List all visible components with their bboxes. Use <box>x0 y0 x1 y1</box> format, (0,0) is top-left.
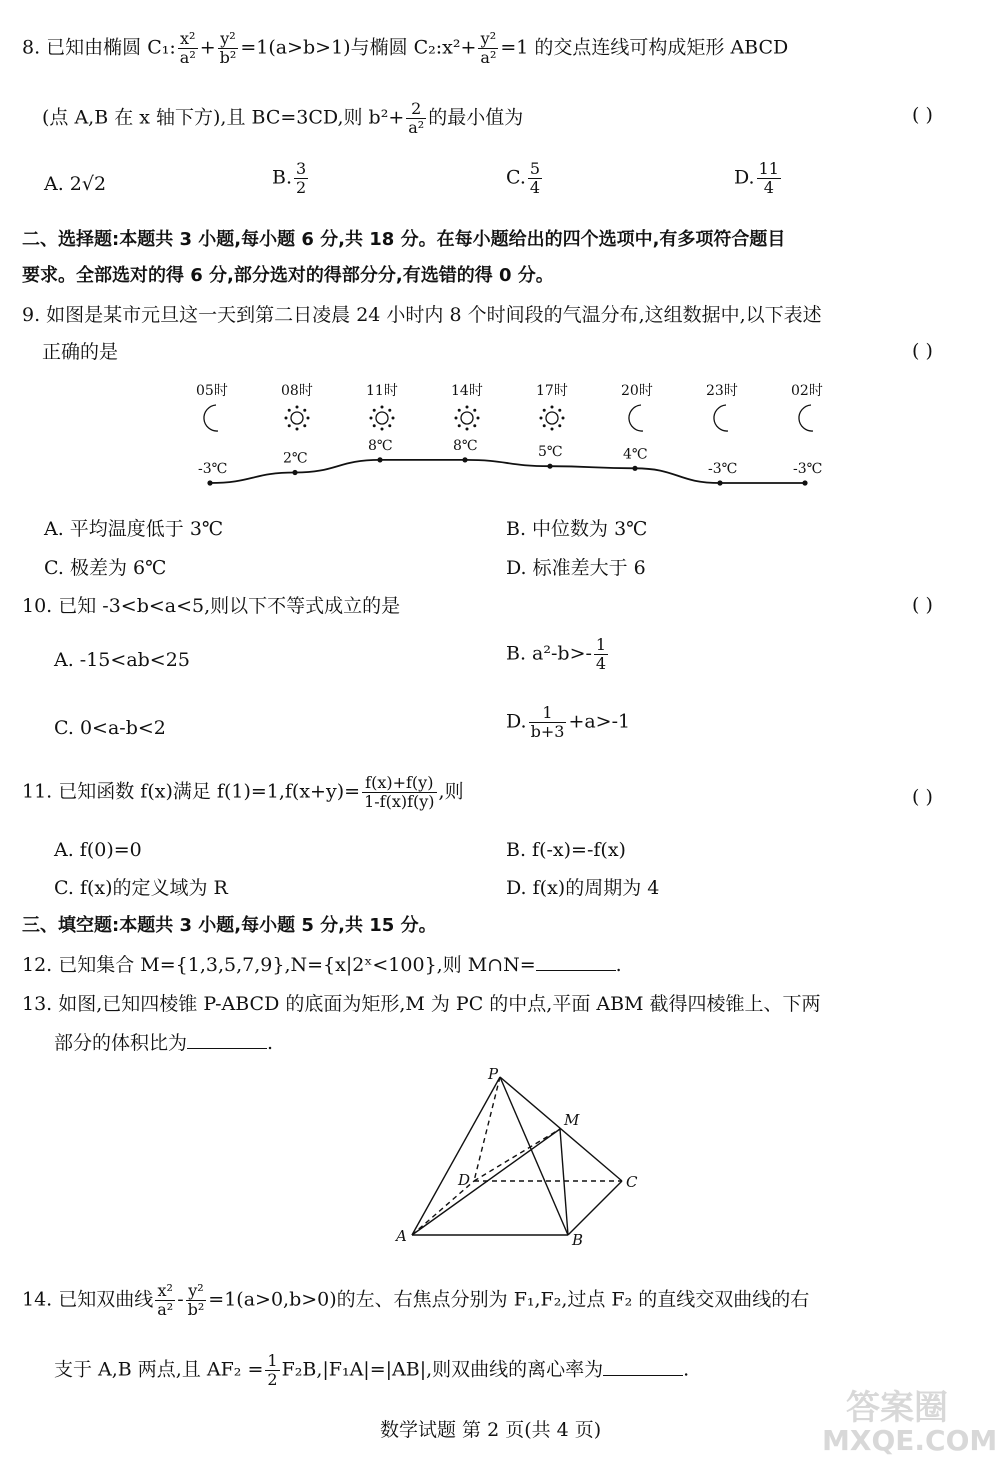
answer-blank[interactable] <box>536 952 616 971</box>
time-tick-label: 11时 <box>366 383 398 399</box>
q10-option-a: A. -15<ab<25 <box>54 649 190 671</box>
data-label: 4℃ <box>623 446 648 463</box>
fraction: $\frac{2}{\text{a²}}$ <box>408 99 425 137</box>
moon-icon <box>204 405 218 431</box>
fraction: $\frac{3}{2}$ <box>296 159 307 197</box>
fraction: $\frac{\text{x²}}{\text{a²}}$ <box>157 1281 174 1319</box>
sun-ray <box>388 424 391 427</box>
time-tick-label: 02时 <box>791 383 823 399</box>
data-label: -3℃ <box>793 461 823 477</box>
edge-pb <box>500 1077 568 1235</box>
page-footer: 数学试题 第 2 页(共 4 页) <box>380 1419 602 1441</box>
data-point <box>632 466 637 471</box>
sun-ray <box>285 417 288 420</box>
q8-option-a: A. 2√2 <box>44 173 107 195</box>
sun-ray <box>540 417 543 420</box>
q11-option-a: A. f(0)=0 <box>54 839 142 861</box>
section2-heading: 二、选择题:本题共 3 小题,每小题 6 分,共 18 分。在每小题给出的四个选项中,有多项符合题目 <box>22 229 786 250</box>
sun-ray <box>477 417 480 420</box>
sun-ray <box>388 409 391 412</box>
sun-ray <box>381 406 384 409</box>
sun-ray <box>473 409 476 412</box>
data-label: 5℃ <box>538 444 563 461</box>
answer-paren: ( ) <box>912 104 933 126</box>
data-label: 8℃ <box>453 437 478 454</box>
sun-ray <box>373 409 376 412</box>
fraction: $\frac{\text{y²}}{\text{b²}}$ <box>187 1281 205 1319</box>
fraction: $\frac{\text{y²}}{\text{b²}}$ <box>219 29 237 67</box>
data-point <box>292 470 297 475</box>
fraction: $\frac{1}{b+3}$ <box>530 703 565 741</box>
sun-ray <box>288 424 291 427</box>
q12-line1: 12. 已知集合 M={1,3,5,7,9},N={x|2ˣ<100},则 M∩N= . <box>22 954 622 976</box>
sun-ray <box>558 409 561 412</box>
sun-ray <box>303 409 306 412</box>
sun-ray <box>458 409 461 412</box>
sun-ray <box>307 417 310 420</box>
sun-ray <box>473 424 476 427</box>
sun-ray <box>296 406 299 409</box>
sun-ray <box>455 417 458 420</box>
data-label: -3℃ <box>708 461 738 477</box>
time-tick-label: 20时 <box>621 383 653 399</box>
time-tick-label: 14时 <box>451 383 483 399</box>
fraction: $\frac{\text{y²}}{\text{a²}}$ <box>480 29 497 67</box>
fraction: $\frac{11}{4}$ <box>758 159 779 197</box>
q8-line2: (点 A,B 在 x 轴下方),且 BC=3CD,则 b²+ $\frac{2}{\text{a²}}$ 的最小值为 <box>42 99 524 137</box>
q11-option-d: D. f(x)的周期为 4 <box>506 877 660 899</box>
temperature-chart <box>170 375 930 505</box>
sun-ray <box>551 428 554 431</box>
sun-ray <box>551 406 554 409</box>
pyramid-diagram <box>390 1065 650 1245</box>
fraction: $\frac{f(x)+f(y)}{1-f(x)f(y)}$ <box>364 773 435 811</box>
section3-heading: 三、填空题:本题共 3 小题,每小题 5 分,共 15 分。 <box>22 915 437 936</box>
q14-line2: 支于 A,B 两点,且 AF₂ = $\frac{1}{2}$ F₂B,|F₁A|=|AB|,则双曲线的离心率为 . <box>54 1351 690 1389</box>
sun-ray <box>392 417 395 420</box>
data-label: 8℃ <box>368 437 393 454</box>
sun-icon <box>291 412 303 424</box>
sun-ray <box>370 417 373 420</box>
sun-ray <box>558 424 561 427</box>
edge-ad <box>412 1181 474 1235</box>
sun-ray <box>373 424 376 427</box>
fraction: $\frac{1}{4}$ <box>595 635 607 673</box>
data-point <box>462 457 467 462</box>
edge-pd <box>474 1077 500 1181</box>
data-point <box>802 480 807 485</box>
q8-option-b: B. $\frac{3}{2}$ <box>272 159 307 197</box>
q13-line2: 部分的体积比为 . <box>54 1032 274 1054</box>
sun-ray <box>303 424 306 427</box>
answer-blank[interactable] <box>187 1030 267 1049</box>
data-label: -3℃ <box>198 461 228 477</box>
q10-line1: 10. 已知 -3<b<a<5,则以下不等式成立的是 <box>22 595 401 617</box>
vertex-label-b: B <box>572 1231 584 1245</box>
q11-option-b: B. f(-x)=-f(x) <box>506 839 626 861</box>
q14-line1: 14. 已知双曲线 $\frac{\text{x²}}{\text{a²}}$ - $\frac{\text{y²}}{\text{b²}}$ =1(a>0,b>0)的左、右焦点分别为 F₁,F₂,过点 F₂ 的直线交双曲线的右 <box>22 1281 810 1319</box>
q9-line1: 9. 如图是某市元旦这一天到第二日凌晨 24 小时内 8 个时间段的气温分布,这组数据中,以下表述 <box>22 304 822 326</box>
time-tick-label: 05时 <box>196 383 228 399</box>
moon-icon <box>629 405 643 431</box>
time-tick-label: 17时 <box>536 383 568 399</box>
moon-icon <box>799 405 813 431</box>
data-point <box>717 480 722 485</box>
data-point <box>547 464 552 469</box>
watermark-url: MXQE.COM <box>822 1424 998 1457</box>
answer-paren: ( ) <box>912 786 933 808</box>
answer-blank[interactable] <box>603 1357 683 1376</box>
fraction: $\frac{5}{4}$ <box>529 159 541 197</box>
time-tick-label: 23时 <box>706 383 738 399</box>
q10-option-b: B. a²-b>- $\frac{1}{4}$ <box>506 635 607 673</box>
watermark-logo: 答案圈 <box>846 1388 948 1428</box>
sun-icon <box>546 412 558 424</box>
sun-ray <box>466 428 469 431</box>
q8-line1: 8. 已知由椭圆 C₁: $\frac{\text{x²}}{\text{a²}}$ + $\frac{\text{y²}}{\text{b²}}$ =1(a>b>1)与椭圆 C₂:x²+ $\frac{\text{y²}}{\text{a²}}$ =1 的交点连线可构成矩形 ABCD <box>22 29 789 67</box>
section2-heading-cont: 要求。全部选对的得 6 分,部分选对的得部分分,有选错的得 0 分。 <box>22 265 554 286</box>
fraction: $\frac{\text{x²}}{\text{a²}}$ <box>179 29 196 67</box>
q8-option-d: D. $\frac{11}{4}$ <box>734 159 779 197</box>
time-tick-label: 08时 <box>281 383 313 399</box>
sun-ray <box>562 417 565 420</box>
q10-option-c: C. 0<a-b<2 <box>54 717 166 739</box>
vertex-label-d: D <box>458 1171 471 1189</box>
vertex-label-c: C <box>626 1173 638 1191</box>
edge-dm <box>474 1129 560 1181</box>
sun-icon <box>461 412 473 424</box>
sun-ray <box>543 409 546 412</box>
sun-ray <box>543 424 546 427</box>
vertex-label-a: A <box>396 1227 407 1245</box>
edge-pc <box>500 1077 622 1181</box>
sun-ray <box>288 409 291 412</box>
answer-paren: ( ) <box>912 594 933 616</box>
edge-pa <box>412 1077 500 1235</box>
q9-option-a: A. 平均温度低于 3℃ <box>44 518 224 540</box>
q11-option-c: C. f(x)的定义域为 R <box>54 877 228 899</box>
q9-option-b: B. 中位数为 3℃ <box>506 518 648 540</box>
vertex-label-m: M <box>564 1111 580 1129</box>
data-point <box>207 480 212 485</box>
sun-ray <box>458 424 461 427</box>
moon-icon <box>714 405 728 431</box>
data-point <box>377 457 382 462</box>
fraction: $\frac{1}{2}$ <box>267 1351 278 1389</box>
q9-option-c: C. 极差为 6℃ <box>44 557 167 579</box>
q13-line1: 13. 如图,已知四棱锥 P-ABCD 的底面为矩形,M 为 PC 的中点,平面 ABM 截得四棱锥上、下两 <box>22 993 821 1015</box>
q10-option-d: D. $\frac{1}{b+3}$ +a>-1 <box>506 703 631 741</box>
vertex-label-p: P <box>488 1065 499 1083</box>
sun-ray <box>466 406 469 409</box>
sun-icon <box>376 412 388 424</box>
edge-am <box>412 1129 560 1235</box>
data-label: 2℃ <box>283 450 308 467</box>
q11-line1: 11. 已知函数 f(x)满足 f(1)=1,f(x+y)= $\frac{f(x)+f(y)}{1-f(x)f(y)}$ ,则 <box>22 773 464 811</box>
q9-line2: 正确的是 <box>42 341 119 363</box>
q9-option-d: D. 标准差大于 6 <box>506 557 646 579</box>
answer-paren: ( ) <box>912 340 933 362</box>
sun-ray <box>381 428 384 431</box>
sun-ray <box>296 428 299 431</box>
q8-option-c: C. $\frac{5}{4}$ <box>506 159 541 197</box>
edge-bc <box>568 1181 622 1235</box>
